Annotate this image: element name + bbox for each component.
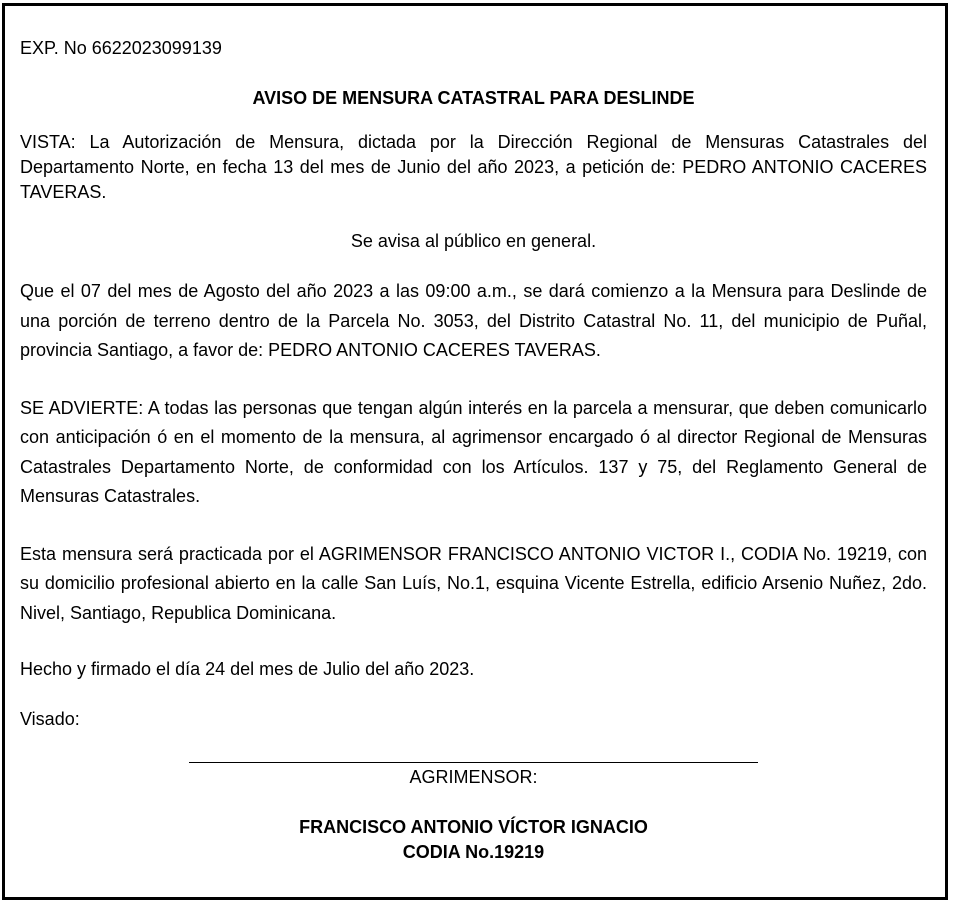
paragraph-hecho: Hecho y firmado el día 24 del mes de Julio del año 2023. xyxy=(20,659,475,679)
signature-line xyxy=(189,762,758,763)
paragraph-advierte: SE ADVIERTE: A todas las personas que tengan algún interés en la parcela a mensurar, que deben comunicarlo con anticipación ó en el momento de la mensura, al agrimensor encargado ó al director Regional de Mensuras Catastrales Departamento Norte, de conformidad con los Artículos. 137 y 75, del Reglamento General de Mensuras Catastrales. xyxy=(20,397,927,506)
visado-label: Visado: xyxy=(20,709,80,729)
signer-codia: CODIA No.19219 xyxy=(402,842,545,862)
notice-title: AVISO DE MENSURA CATASTRAL PARA DESLINDE xyxy=(252,88,695,108)
signature-role: AGRIMENSOR: xyxy=(409,767,538,787)
paragraph-aviso: Se avisa al público en general. xyxy=(350,231,597,251)
paragraph-que: Que el 07 del mes de Agosto del año 2023 a las 09:00 a.m., se dará comienzo a la Mensura para Deslinde de una porción de terreno dentro de la Parcela No. 3053, del Distrito Catastral No. 11, del municipio de Puñal, provincia Santiago, a favor de: PEDRO ANTONIO CACERES TAVERAS. xyxy=(20,281,927,360)
paragraph-vista: VISTA: La Autorización de Mensura, dictada por la Dirección Regional de Mensuras Catastrales del Departamento Norte, en fecha 13 del mes de Junio del año 2023, a petición de: PEDRO ANTONIO CACERES TAVERAS. xyxy=(20,132,927,202)
signer-block xyxy=(189,815,758,865)
expediente-number: EXP. No 6622023099139 xyxy=(20,38,222,58)
notice-document xyxy=(20,36,927,732)
paragraph-practicada: Esta mensura será practicada por el AGRIMENSOR FRANCISCO ANTONIO VICTOR I., CODIA No. 19219, con su domicilio profesional abierto en la calle San Luís, No.1, esquina Vicente Estrella, edificio Arsenio Nuñez, 2do. Nivel, Santiago, Republica Dominicana. xyxy=(20,543,927,623)
signer-name: FRANCISCO ANTONIO VÍCTOR IGNACIO xyxy=(299,817,648,837)
